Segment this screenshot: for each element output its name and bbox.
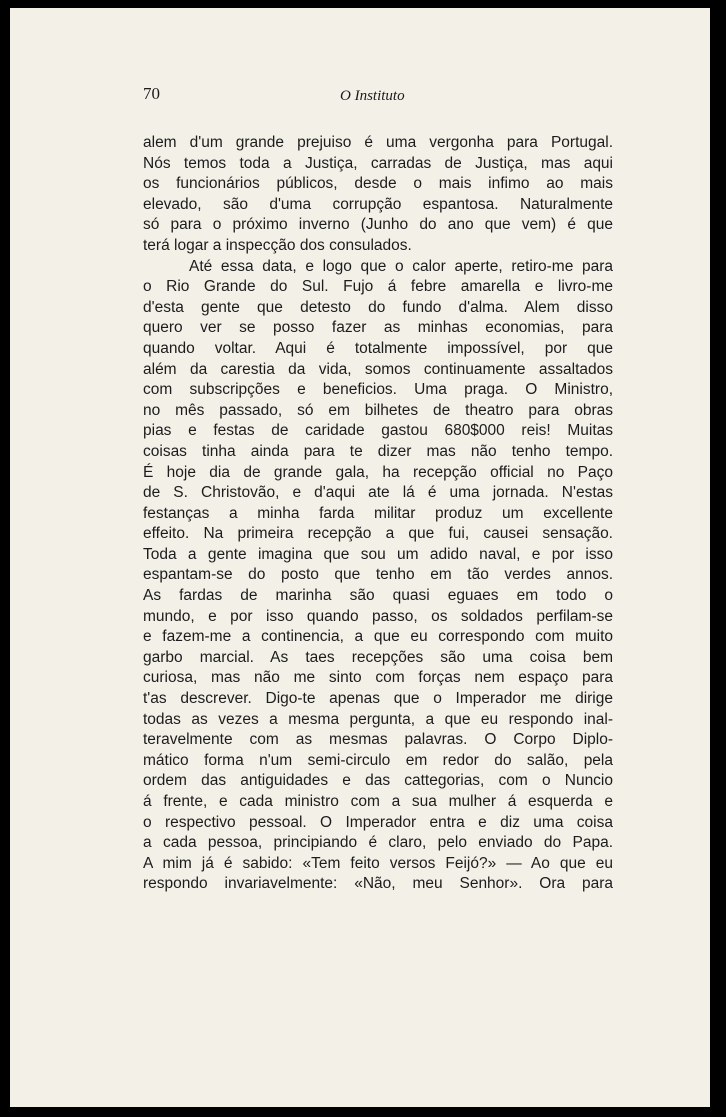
- text-line: á frente, e cada ministro com a sua mulher á esquerda e: [143, 793, 613, 810]
- text-line: Até essa data, e logo que o calor aperte, retiro-me para: [189, 257, 613, 275]
- text-line: t'as descrever. Digo-te apenas que o Imperador me dirige: [143, 690, 613, 708]
- text-line: a cada pessoa, principiando é claro, pelo enviado do Papa.: [143, 834, 613, 852]
- text-line: todas as vezes a mesma pergunta, a que eu respondo inal-: [143, 710, 613, 728]
- text-line: quero ver se posso fazer as minhas economias, para: [143, 319, 613, 337]
- text-line: As fardas de marinha são quasi eguaes em todo o: [143, 587, 613, 605]
- text-line: ordem das antiguidades e das cattegorias, com o Nuncio: [143, 772, 613, 790]
- page-number: 70: [143, 84, 160, 103]
- text-line: além da carestia da vida, somos continuamente assaltados: [143, 360, 613, 378]
- text-line: Nós temos toda a Justiça, carradas de Justiça, mas aqui: [143, 154, 613, 172]
- text-line: Toda a gente imagina que sou um adido naval, e por isso: [143, 545, 613, 563]
- text-line: mundo, e por isso quando passo, os soldados perfilam-se: [143, 607, 613, 625]
- text-line: quando voltar. Aqui é totalmente impossível, por que: [143, 339, 613, 357]
- text-line: de S. Christovão, e d'aqui ate lá é uma jornada. N'estas: [143, 484, 613, 502]
- text-line: com subscripções e beneficios. Uma praga. O Ministro,: [143, 381, 613, 399]
- text-line: respondo invariavelmente: «Não, meu Senhor». Ora para: [143, 875, 613, 893]
- text-line: garbo marcial. As taes recepções são uma coisa bem: [143, 648, 613, 666]
- text-line: elevado, são d'uma corrupção espantosa. Naturalmente: [143, 195, 613, 213]
- body-text: [143, 133, 613, 895]
- book-page: [10, 8, 710, 1107]
- running-title: O Instituto: [340, 88, 405, 104]
- text-line: e fazem-me a continencia, a que eu correspondo com muito: [143, 628, 613, 646]
- text-line: curiosa, mas não me sinto com forças nem espaço para: [143, 669, 613, 687]
- text-line: d'esta gente que detesto do fundo d'alma. Alem disso: [143, 298, 613, 316]
- text-line: o Rio Grande do Sul. Fujo á febre amarella e livro-me: [143, 278, 613, 296]
- text-line: alem d'um grande prejuiso é uma vergonha para Portugal.: [143, 134, 613, 151]
- page-header: [10, 84, 710, 110]
- text-line: no mês passado, só em bilhetes de theatro para obras: [143, 401, 613, 419]
- text-line: A mim já é sabido: «Tem feito versos Feijó?» — Ao que eu: [143, 854, 613, 872]
- text-line: espantam-se do posto que tenho em tão verdes annos.: [143, 566, 613, 584]
- text-line: festanças a minha farda militar produz um excellente: [143, 504, 613, 522]
- text-line: terá logar a inspecção dos consulados.: [143, 236, 412, 254]
- text-line: coisas tinha ainda para te dizer mas não tenho tempo.: [143, 442, 613, 460]
- text-line: o respectivo pessoal. O Imperador entra e diz uma coisa: [143, 813, 613, 831]
- text-line: É hoje dia de grande gala, ha recepção official no Paço: [143, 463, 613, 481]
- text-line: mático forma n'um semi-circulo em redor do salão, pela: [143, 751, 613, 769]
- text-line: effeito. Na primeira recepção a que fui, causei sensação.: [143, 525, 613, 543]
- text-line: só para o próximo inverno (Junho do ano que vem) é que: [143, 216, 613, 234]
- text-line: pias e festas de caridade gastou 680$000 reis! Muitas: [143, 422, 613, 440]
- text-line: os funcionários públicos, desde o mais infimo ao mais: [143, 175, 613, 193]
- text-line: teravelmente com as mesmas palavras. O Corpo Diplo-: [143, 731, 613, 749]
